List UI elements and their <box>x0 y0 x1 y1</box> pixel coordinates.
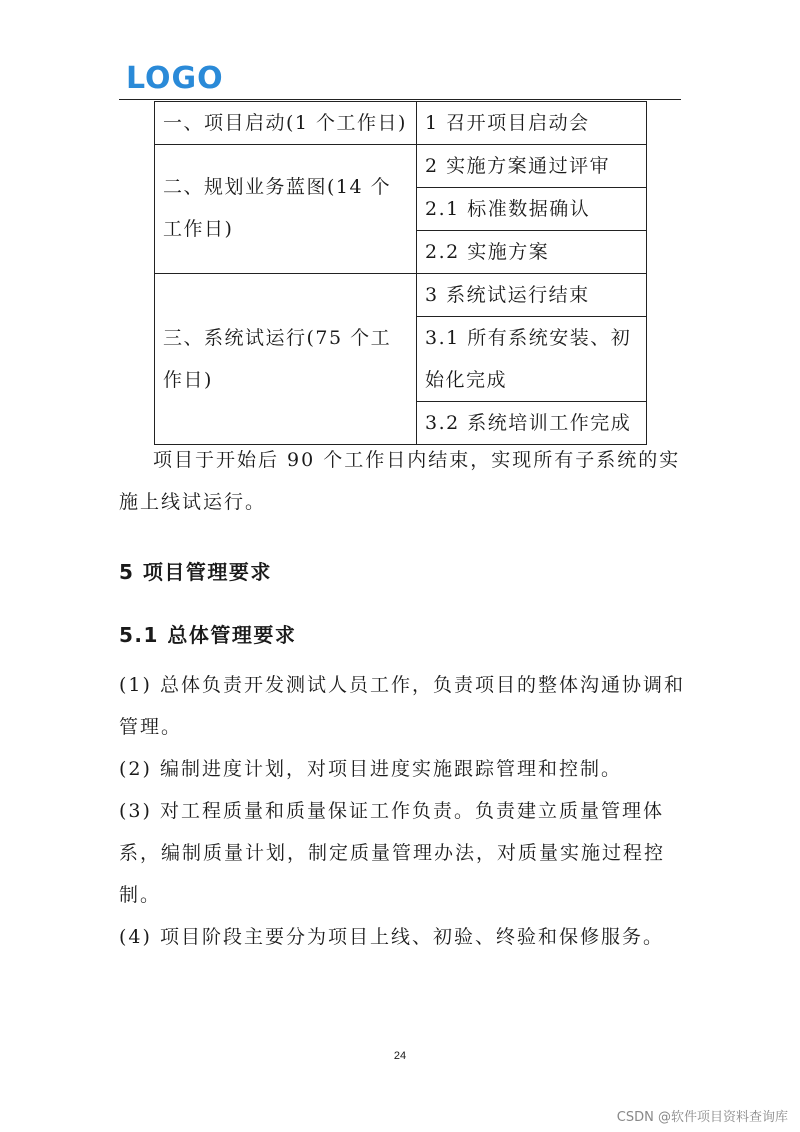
milestone-cell: 1 召开项目启动会 <box>417 102 647 145</box>
list-item: (2) 编制进度计划，对项目进度实施跟踪管理和控制。 <box>119 758 622 780</box>
section-5-1-heading: 5.1 总体管理要求 <box>119 623 297 647</box>
list-item: (3) 对工程质量和质量保证工作负责。负责建立质量管理体系，编制质量计划，制定质量管理办法，对质量实施过程控制。 <box>119 800 666 906</box>
phase-cell: 一、项目启动(1 个工作日) <box>155 102 417 145</box>
list-item: (1) 总体负责开发测试人员工作，负责项目的整体沟通协调和管理。 <box>119 674 685 738</box>
logo: LOGO <box>126 61 224 96</box>
phase-cell: 三、系统试运行(75 个工作日) <box>155 274 417 445</box>
table-row <box>155 274 647 317</box>
table-row <box>155 102 647 145</box>
phase-cell: 二、规划业务蓝图(14 个工作日) <box>155 145 417 274</box>
watermark: CSDN @软件项目资料查询库 <box>616 1110 788 1125</box>
table-row <box>155 145 647 188</box>
summary-paragraph: 项目于开始后 90 个工作日内结束，实现所有子系统的实施上线试运行。 <box>119 449 681 513</box>
section-5-heading: 5 项目管理要求 <box>119 560 272 584</box>
milestone-cell: 3 系统试运行结束 <box>417 274 647 317</box>
header-divider <box>119 99 681 100</box>
page-number: 24 <box>393 1050 407 1062</box>
milestone-cell: 2.1 标准数据确认 <box>417 188 647 231</box>
list-item: (4) 项目阶段主要分为项目上线、初验、终验和保修服务。 <box>119 926 664 948</box>
milestone-cell: 2 实施方案通过评审 <box>417 145 647 188</box>
milestone-cell: 2.2 实施方案 <box>417 231 647 274</box>
milestone-cell: 3.2 系统培训工作完成 <box>417 402 647 445</box>
schedule-table <box>154 101 647 445</box>
milestone-cell: 3.1 所有系统安装、初始化完成 <box>417 317 647 402</box>
